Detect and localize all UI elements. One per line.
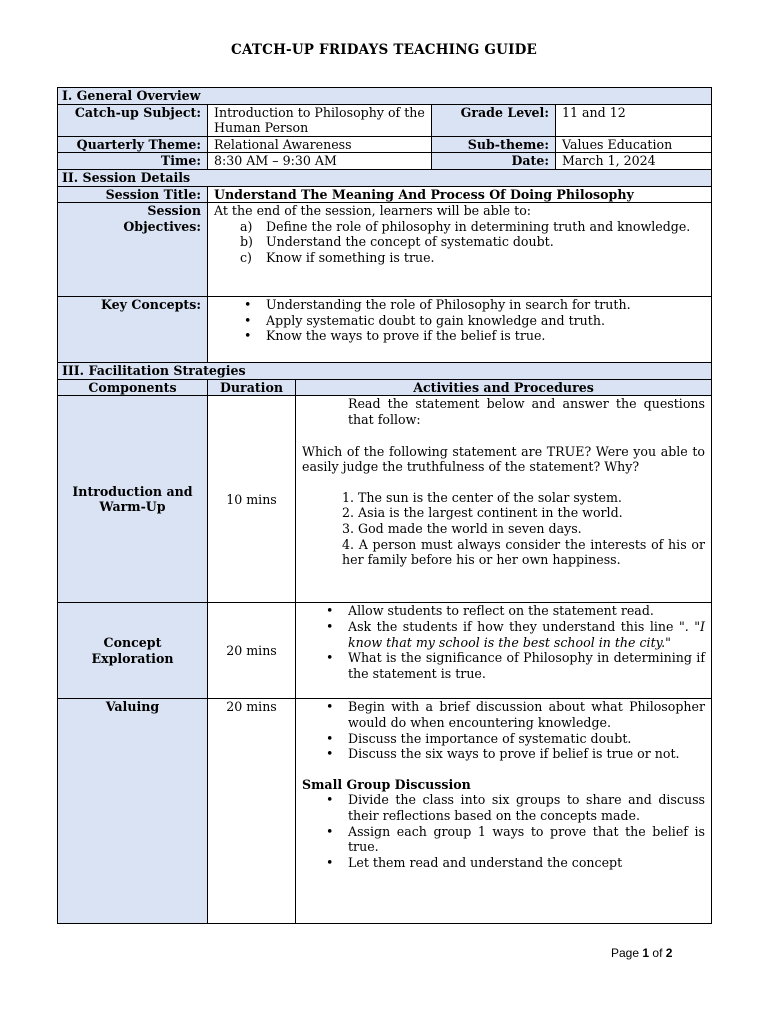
col-duration: Duration [208,379,296,396]
concept-activities [296,603,712,699]
time-value: 8:30 AM – 9:30 AM [208,153,432,170]
intro-duration: 10 mins [208,396,296,603]
date-value: March 1, 2024 [556,153,712,170]
theme-label: Quarterly Theme: [58,136,208,153]
objectives-list [214,219,705,266]
session-title-value: Understand The Meaning And Process Of Doing Philosophy [208,186,712,203]
time-label: Time: [58,153,208,170]
small-group-list [302,792,705,870]
intro-statement-item: 2. Asia is the largest continent in the world. [342,505,623,521]
objective-item: c) Know if something is true. [240,249,435,265]
concept-duration: 20 mins [208,603,296,699]
concept-quote: ". "I know that my school is the best school in the city." [348,618,705,650]
section-facilitation: III. Facilitation Strategies [58,363,712,380]
key-concept-item: • Know the ways to prove if the belief is true. [266,328,705,344]
intro-component: Introduction and Warm-Up [58,396,208,603]
intro-statement-item: 3. God made the world in seven days. [342,520,582,536]
grade-label: Grade Level: [432,104,556,136]
page-number: Page 1 of 2 [611,946,673,960]
session-title-label: Session Title: [58,186,208,203]
concept-item: • Ask the students if how they understand this line ". "I know that my school is the best school in the city." [348,619,705,650]
subject-label: Catch-up Subject: [58,104,208,136]
objectives-intro: At the end of the session, learners will be able to: [214,203,532,219]
valuing-duration: 20 mins [208,699,296,924]
valuing-activities [296,699,712,924]
document-title: CATCH-UP FRIDAYS TEACHING GUIDE [231,42,537,58]
small-group-item: • Assign each group 1 ways to prove that the belief is true. [348,824,705,855]
objectives-label-line1: Session [147,203,201,219]
key-concepts-label: Key Concepts: [58,297,208,363]
valuing-item: • Begin with a brief discussion about what Philosopher would do when encountering knowledge. [348,699,705,730]
objective-item: b) Understand the concept of systematic doubt. [240,234,554,250]
subtheme-value: Values Education [556,136,712,153]
key-concept-item: • Understanding the role of Philosophy in search for truth. [266,297,705,313]
grade-value: 11 and 12 [556,104,712,136]
valuing-list [302,699,705,761]
concept-list [302,603,705,681]
valuing-item: • Discuss the six ways to prove if belief is true or not. [348,746,705,762]
teaching-guide-table [57,87,711,924]
key-concept-item: • Apply systematic doubt to gain knowledge and truth. [266,313,705,329]
valuing-component: Valuing [58,699,208,924]
concept-item: • What is the significance of Philosophy in determining if the statement is true. [348,650,705,681]
intro-activities [296,396,712,603]
intro-statement-item: 4. A person must always consider the interests of his or her family before his or her own happiness. [342,536,705,568]
section-session-details: II. Session Details [58,169,712,186]
intro-instruction: Read the statement below and answer the questions that follow: [348,396,705,427]
key-concepts-cell [208,297,712,363]
small-group-item: • Divide the class into six groups to share and discuss their reflections based on the concepts made. [348,792,705,823]
subtheme-label: Sub-theme: [432,136,556,153]
small-group-heading: Small Group Discussion [302,776,471,792]
section-general-overview: I. General Overview [58,88,712,105]
objectives-cell [208,203,712,297]
key-concepts-list [214,297,705,344]
date-label: Date: [432,153,556,170]
objective-item: a) Define the role of philosophy in determining truth and knowledge. [240,218,691,234]
theme-value: Relational Awareness [208,136,432,153]
col-components: Components [58,379,208,396]
small-group-item: • Let them read and understand the concept [348,855,705,871]
objectives-label-line2: Objectives: [123,218,201,234]
intro-question: Which of the following statement are TRUE? Were you able to easily judge the truthfulness of the statement? Why? [302,443,705,475]
valuing-item: • Discuss the importance of systematic doubt. [348,731,705,747]
concept-item: • Allow students to reflect on the statement read. [348,603,705,619]
col-activities: Activities and Procedures [296,379,712,396]
subject-value: Introduction to Philosophy of the Human Person [208,104,432,136]
concept-component: Concept Exploration [58,603,208,699]
intro-statement-item: 1. The sun is the center of the solar system. [342,489,622,505]
objectives-label [58,203,208,297]
